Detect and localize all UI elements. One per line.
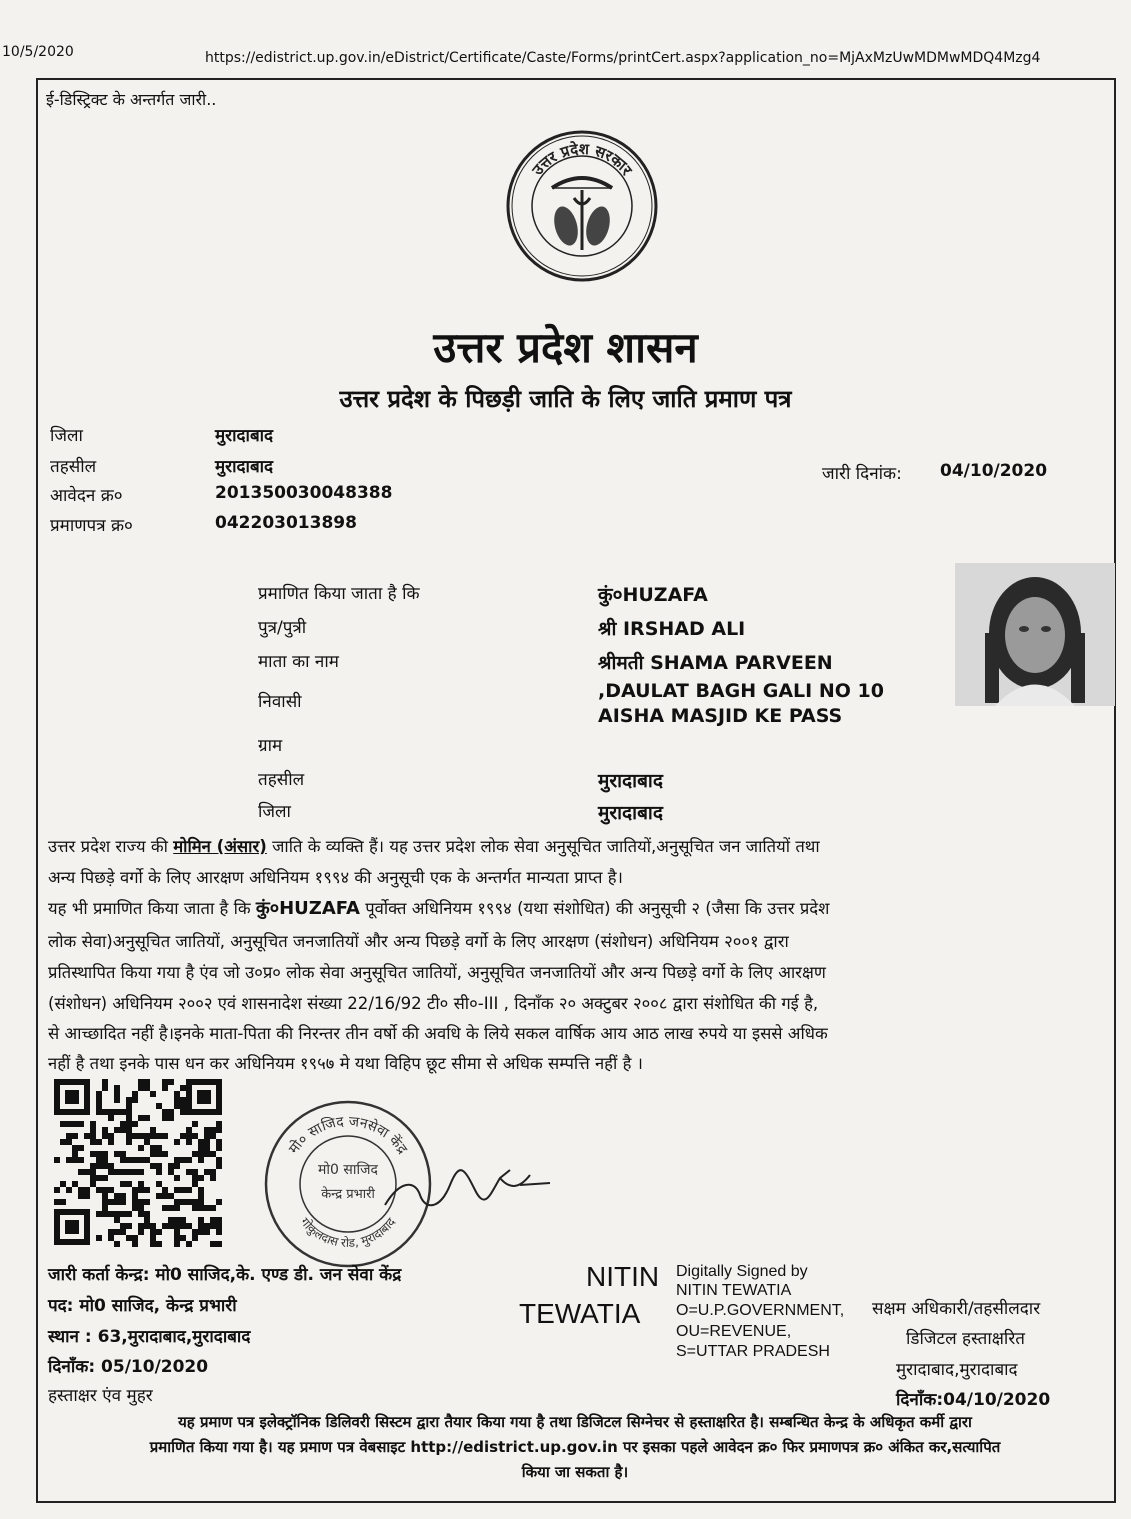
body-line-3 xyxy=(48,897,1106,921)
issuer-sign-label: हस्ताक्षर एंव मुहर xyxy=(48,1386,153,1406)
authority-title: सक्षम अधिकारी/तहसीलदार xyxy=(872,1299,1041,1319)
stamp-bottom-text: गोकुलदास रोड, मुरादाबाद xyxy=(297,1215,399,1251)
body-line-5: प्रतिस्थापित किया गया है एंव जो उ०प्र० लोक सेवा अनुसूचित जातियों, अनुसूचित जनजातियों और अन्य पिछड़े वर्गो के लिए आरक्षण xyxy=(48,963,826,982)
applicant-photo-icon xyxy=(955,563,1115,706)
person-value-father: श्री IRSHAD ALI xyxy=(598,618,746,640)
body-line-7: से आच्छादित नहीं है।इनके माता-पिता की निरन्तर तीन वर्षो की अवधि के लिये सकल वार्षिक आय आठ लाख रुपये या इससे अधिक xyxy=(48,1024,828,1043)
meta-value-district: मुरादाबाद xyxy=(215,426,274,446)
person-value-name: कुं०HUZAFA xyxy=(598,584,708,606)
digital-signature-line-4: OU=REVENUE, xyxy=(676,1323,792,1340)
meta-label-certificate-no: प्रमाणपत्र क्र० xyxy=(50,516,133,536)
person-label-child-of: पुत्र/पुत्री xyxy=(258,618,307,638)
digital-signature-line-5: S=UTTAR PRADESH xyxy=(676,1343,830,1360)
meta-value-certificate-no: 042203013898 xyxy=(215,513,357,533)
stamp-inner-role: केन्द्र प्रभारी xyxy=(321,1187,375,1202)
authority-digital: डिजिटल हस्ताक्षरित xyxy=(906,1329,1025,1349)
body-line-2: अन्य पिछड़े वर्गो के लिए आरक्षण अधिनियम १९९४ की अनुसूची एक के अन्तर्गत मान्यता प्राप्त है। xyxy=(48,868,623,887)
person-label-district: जिला xyxy=(258,802,291,822)
footer-line-1: यह प्रमाण पत्र इलेक्ट्रॉनिक डिलिवरी सिस्टम द्वारा तैयार किया गया है तथा डिजिटल सिग्नेचर से हस्ताक्षरित है। सम्बन्धित केन्द्र के अधिकृत कर्मी द्वारा xyxy=(178,1413,972,1431)
issued-under-text: ई-डिस्ट्रिक्ट के अन्तर्गत जारी.. xyxy=(46,90,217,109)
footer-line-2: प्रमाणित किया गया है। यह प्रमाण पत्र वेबसाइट http://edistrict.up.gov.in पर इसका पहले आवेदन क्र० फिर प्रमाणपत्र क्र० अंकित कर,सत्यापित xyxy=(149,1438,1001,1456)
meta-label-application-no: आवेदन क्र० xyxy=(50,486,123,506)
person-value-address-2: AISHA MASJID KE PASS xyxy=(598,705,843,727)
body-line-3-start: यह भी प्रमाणित किया जाता है कि xyxy=(48,899,256,918)
meta-value-application-no: 201350030048388 xyxy=(215,483,393,503)
qr-code-icon xyxy=(52,1077,224,1247)
page-title: उत्तर प्रदेश शासन xyxy=(433,323,698,372)
stamp-inner-name: मो0 साजिद xyxy=(318,1162,378,1178)
meta-value-tehsil: मुरादाबाद xyxy=(215,457,274,477)
caste-name: मोमिन (अंसार) xyxy=(173,837,267,856)
up-government-emblem-icon xyxy=(504,128,660,284)
meta-label-district: जिला xyxy=(50,426,83,446)
issuer-post: पद: मो0 साजिद, केन्द्र प्रभारी xyxy=(48,1296,237,1316)
issue-date-label: जारी दिनांक: xyxy=(822,464,902,484)
stamp-outer-text: मो० साजिद जनसेवा केंद्र xyxy=(285,1113,411,1158)
body-line-4: लोक सेवा)अनुसूचित जातियों, अनुसूचित जनजातियों और अन्य पिछड़े वर्गो के लिए आरक्षण (संशोधन) अधिनियम २००१ द्वारा xyxy=(48,932,789,951)
person-value-district: मुरादाबाद xyxy=(598,802,663,824)
issuer-date: दिनाँक: 05/10/2020 xyxy=(48,1357,209,1377)
authority-date: दिनाँक:04/10/2020 xyxy=(896,1390,1051,1410)
digital-signature-line-1: Digitally Signed by xyxy=(676,1263,808,1280)
body-line-1-end: जाति के व्यक्ति हैं। यह उत्तर प्रदेश लोक सेवा अनुसूचित जातियों,अनुसूचित जन जातियों तथा xyxy=(266,837,820,856)
person-value-address-1: ,DAULAT BAGH GALI NO 10 xyxy=(598,680,884,702)
issue-date-value: 04/10/2020 xyxy=(940,461,1048,481)
issuer-center: जारी कर्ता केन्द्र: मो0 साजिद,के. एण्ड डी. जन सेवा केंद्र xyxy=(48,1265,402,1285)
print-date: 10/5/2020 xyxy=(2,44,74,60)
signer-name-line-2: TEWATIA xyxy=(519,1298,641,1329)
signer-name-line-1: NITIN xyxy=(586,1261,660,1292)
person-label-tehsil: तहसील xyxy=(258,770,305,790)
digital-signature-line-3: O=U.P.GOVERNMENT, xyxy=(676,1302,845,1319)
svg-text:उत्तर प्रदेश सरकार xyxy=(528,140,636,180)
page-subtitle: उत्तर प्रदेश के पिछड़ी जाति के लिए जाति प्रमाण पत्र xyxy=(339,385,792,413)
body-line-1-start: उत्तर प्रदेश राज्य की xyxy=(48,837,174,856)
footer-note xyxy=(40,1410,1110,1485)
body-applicant-name: कुं०HUZAFA xyxy=(255,898,360,919)
person-label-mother: माता का नाम xyxy=(258,652,339,672)
footer-line-3: किया जा सकता है। xyxy=(521,1463,629,1481)
body-line-6: (संशोधन) अधिनियम २००२ एवं शासनादेश संख्या 22/16/92 टी० सी०-III , दिनाँक २० अक्टुबर २००८ द्वारा संशोधित की गई है, xyxy=(48,994,819,1013)
body-line-3-end: पूर्वोक्त अधिनियम १९९४ (यथा संशोधित) की अनुसूची २ (जैसा कि उत्तर प्रदेश xyxy=(359,899,830,918)
issuer-place: स्थान : 63,मुरादाबाद,मुरादाबाद xyxy=(48,1327,251,1347)
person-value-tehsil: मुरादाबाद xyxy=(598,770,663,792)
authority-place: मुरादाबाद,मुरादाबाद xyxy=(896,1360,1018,1380)
meta-label-tehsil: तहसील xyxy=(50,457,97,477)
body-line-1 xyxy=(48,835,1106,859)
print-url: https://edistrict.up.gov.in/eDistrict/Certificate/Caste/Forms/printCert.aspx?application_no=MjAxMzUwMDMwMDQ4Mzg4 xyxy=(205,50,1041,66)
body-line-8: नहीं है तथा इनके पास धन कर अधिनियम १९५७ मे यथा विहिप छूट सीमा से अधिक सम्पत्ति नहीं है । xyxy=(48,1054,643,1073)
certificate-frame xyxy=(36,78,1116,1503)
handwritten-signature-icon xyxy=(380,1150,555,1220)
digital-signature-line-2: NITIN TEWATIA xyxy=(676,1282,792,1299)
person-label-resident: निवासी xyxy=(258,692,302,712)
emblem-text: उत्तर प्रदेश सरकार xyxy=(528,139,636,179)
person-value-mother: श्रीमती SHAMA PARVEEN xyxy=(598,652,833,674)
person-label-village: ग्राम xyxy=(258,736,283,756)
person-label-certify: प्रमाणित किया जाता है कि xyxy=(258,584,420,604)
